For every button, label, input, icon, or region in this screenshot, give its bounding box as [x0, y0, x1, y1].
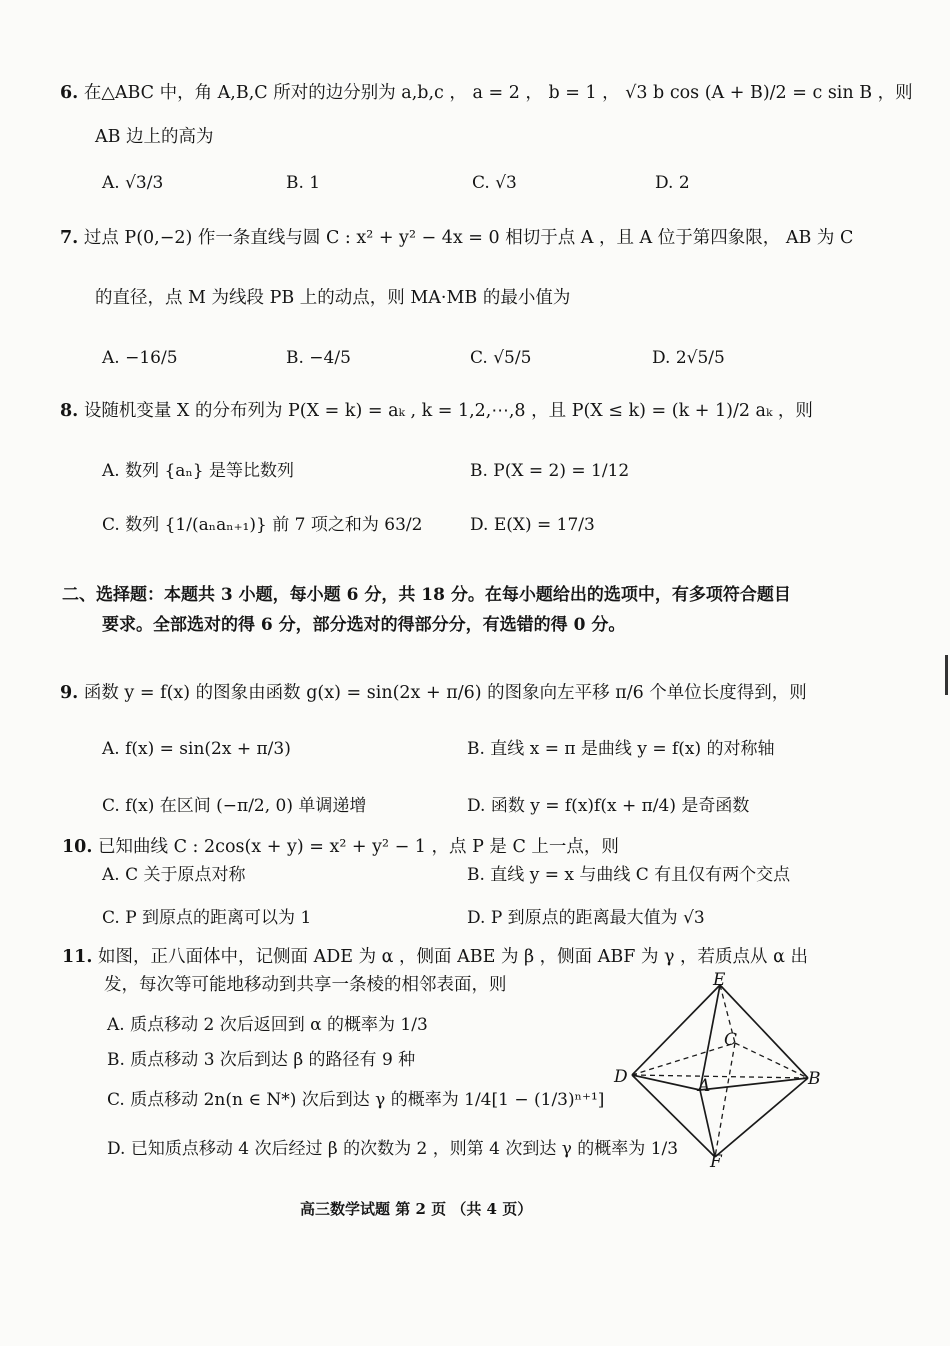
octahedron-figure [600, 965, 840, 1175]
option-b: B. −4/5 [286, 348, 351, 368]
section-heading: 二、选择题：本题共 3 小题，每小题 6 分，共 18 分。在每小题给出的选项中，有多项符合题目 [62, 585, 791, 605]
option-a: A. 数列 {aₙ} 是等比数列 [102, 461, 295, 481]
vertex-label-d: D [614, 1067, 628, 1087]
option-b: B. 直线 x = π 是曲线 y = f(x) 的对称轴 [467, 739, 775, 759]
vertex-label-c: C [724, 1030, 738, 1050]
question-8 [60, 398, 813, 424]
question-number: 8. [60, 401, 79, 421]
option-d: D. 函数 y = f(x)f(x + π/4) 是奇函数 [467, 796, 750, 816]
page-footer: 高三数学试题 第 2 页 （共 4 页） [300, 1200, 533, 1218]
question-text: 已知曲线 C : 2cos(x + y) = x² + y² − 1 ，点 P 是 C 上一点，则 [98, 837, 619, 857]
vertex-label-b: B [808, 1069, 821, 1089]
option-a: A. √3/3 [102, 173, 164, 193]
vertex-label-f: F [710, 1152, 722, 1172]
option-b: B. P(X = 2) = 1/12 [470, 461, 630, 481]
option-b: B. 1 [286, 173, 321, 193]
option-d: D. 2√5/5 [652, 348, 725, 368]
question-7-cont: 的直径，点 M 为线段 PB 上的动点，则 MA·MB 的最小值为 [95, 288, 571, 308]
option-a: A. 质点移动 2 次后返回到 α 的概率为 1/3 [107, 1015, 428, 1035]
option-c: C. 数列 {1/(aₙaₙ₊₁)} 前 7 项之和为 63/2 [102, 515, 423, 535]
option-d: D. P 到原点的距离最大值为 √3 [467, 908, 705, 928]
question-number: 11. [62, 947, 93, 967]
question-number: 6. [60, 83, 79, 103]
vertex-label-a: A [698, 1076, 711, 1096]
option-c: C. P 到原点的距离可以为 1 [102, 908, 312, 928]
question-10 [62, 834, 619, 860]
question-text: 在△ABC 中，角 A,B,C 所对的边分别为 a,b,c ， a = 2 ， b = 1 ， √3 b cos (A + B)/2 = c sin B ，则 [83, 83, 913, 103]
option-c: C. f(x) 在区间 (−π/2, 0) 单调递增 [102, 796, 367, 816]
option-b: B. 直线 y = x 与曲线 C 有且仅有两个交点 [467, 865, 791, 885]
question-text: 函数 y = f(x) 的图象由函数 g(x) = sin(2x + π/6) 的图象向左平移 π/6 个单位长度得到，则 [83, 683, 807, 703]
question-text: 设随机变量 X 的分布列为 P(X = k) = aₖ , k = 1,2,⋯,8 ，且 P(X ≤ k) = (k + 1)/2 aₖ ，则 [83, 401, 813, 421]
option-a: A. f(x) = sin(2x + π/3) [102, 739, 291, 759]
question-text: 如图，正八面体中，记侧面 ADE 为 α ，侧面 ABE 为 β ，侧面 ABF 为 γ ，若质点从 α 出 [98, 947, 808, 967]
option-d: D. E(X) = 17/3 [470, 515, 595, 535]
option-d: D. 2 [655, 173, 690, 193]
question-7 [60, 225, 853, 251]
option-a: A. C 关于原点对称 [102, 865, 246, 885]
section-instructions: 要求。全部选对的得 6 分，部分选对的得部分分，有选错的得 0 分。 [102, 615, 626, 635]
question-11-cont: 发，每次等可能地移动到共享一条棱的相邻表面，则 [104, 975, 507, 995]
option-b: B. 质点移动 3 次后到达 β 的路径有 9 种 [107, 1050, 416, 1070]
question-6-cont: AB 边上的高为 [95, 127, 214, 147]
question-number: 9. [60, 683, 79, 703]
question-6 [60, 80, 913, 106]
vertex-label-e: E [713, 970, 726, 990]
question-text: 过点 P(0,−2) 作一条直线与圆 C : x² + y² − 4x = 0 相切于点 A ，且 A 位于第四象限， AB 为 C [83, 228, 854, 248]
option-c: C. √5/5 [470, 348, 532, 368]
option-a: A. −16/5 [102, 348, 178, 368]
question-number: 7. [60, 228, 79, 248]
question-9 [60, 680, 807, 706]
scan-edge-mark [945, 655, 948, 695]
option-c: C. 质点移动 2n(n ∈ N*) 次后到达 γ 的概率为 1/4[1 − (1/3)ⁿ⁺¹] [107, 1090, 605, 1110]
option-c: C. √3 [472, 173, 517, 193]
question-number: 10. [62, 837, 93, 857]
option-d: D. 已知质点移动 4 次后经过 β 的次数为 2 ，则第 4 次到达 γ 的概率为 1/3 [107, 1139, 679, 1159]
